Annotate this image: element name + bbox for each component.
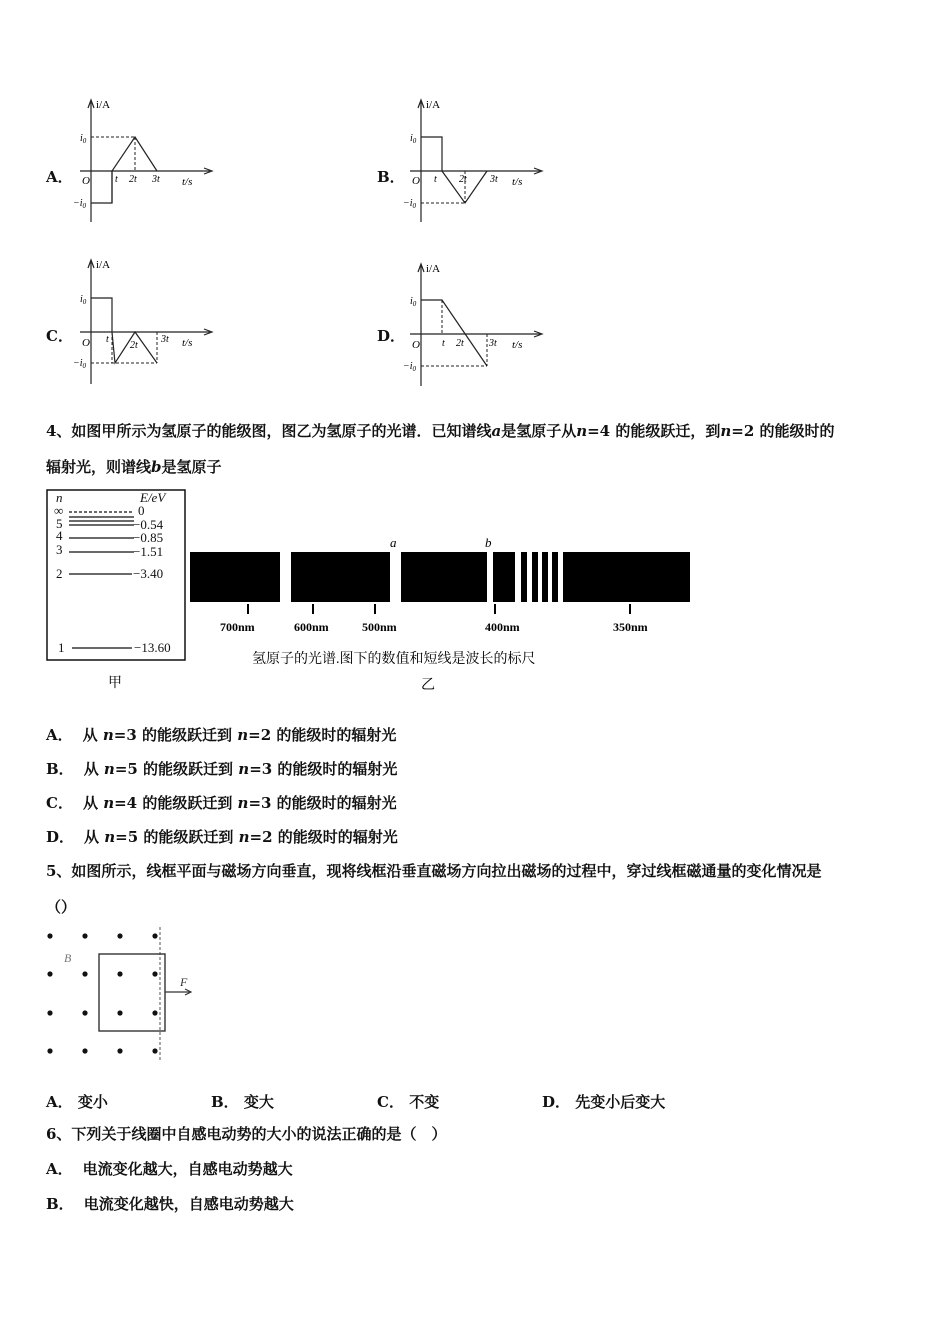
svg-text:2t: 2t [129, 174, 137, 185]
svg-text:700nm: 700nm [220, 620, 255, 634]
svg-text:0: 0 [138, 503, 145, 518]
svg-text:3t: 3t [489, 338, 497, 349]
svg-text:t/s: t/s [512, 339, 523, 351]
svg-text:t: t [106, 334, 109, 345]
svg-text:i/A: i/A [426, 99, 441, 111]
svg-text:2t: 2t [459, 174, 467, 185]
svg-text:t: t [434, 174, 437, 185]
svg-text:−0.54: −0.54 [133, 517, 164, 532]
svg-text:4: 4 [56, 528, 63, 543]
q5-option-a[interactable]: A． 变小 [46, 1093, 108, 1111]
svg-text:−i0: $-i_0$ [403, 361, 417, 373]
q6-stem: 6、下列关于线圈中自感电动势的大小的说法正确的是（ ） [46, 1125, 447, 1143]
svg-text:2t: 2t [130, 340, 138, 351]
q5-option-d[interactable]: D． 先变小后变大 [542, 1093, 666, 1111]
svg-text:i0: $i_0$ [410, 296, 417, 308]
option-a-label: A． [46, 168, 73, 186]
svg-text:i0: $i_0$ [80, 133, 87, 145]
svg-text:b: b [485, 535, 492, 550]
q4-option-c[interactable]: C． 从 n=4 的能级跃迁到 n=3 的能级时的辐射光 [46, 794, 397, 812]
svg-text:O: O [412, 339, 420, 351]
svg-text:−i0: $-i_0$ [73, 198, 87, 210]
svg-text:400nm: 400nm [485, 620, 520, 634]
svg-text:O: O [82, 175, 90, 187]
q4-option-b[interactable]: B． 从 n=5 的能级跃迁到 n=3 的能级时的辐射光 [46, 760, 398, 778]
option-c-label: C． [46, 327, 73, 345]
svg-text:350nm: 350nm [613, 620, 648, 634]
svg-text:−i0: $-i_0$ [403, 198, 417, 210]
option-b-label: B． [377, 168, 405, 186]
svg-text:t/s: t/s [182, 337, 193, 349]
q5-stem-line1: 5、如图所示，线框平面与磁场方向垂直，现将线框沿垂直磁场方向拉出磁场的过程中，穿过线框磁通量的变化情况是 [46, 862, 822, 880]
xlabel: t/s [182, 176, 193, 188]
svg-text:t: t [442, 338, 445, 349]
diagram-jia-label: 甲 [108, 676, 122, 691]
graph-a [70, 92, 220, 231]
hydrogen-spectrum [185, 534, 700, 700]
option-d-label: D． [377, 327, 406, 345]
svg-text:600nm: 600nm [294, 620, 329, 634]
svg-text:−0.85: −0.85 [133, 530, 164, 545]
graph-c [70, 252, 220, 391]
svg-text:1: 1 [58, 640, 65, 655]
energy-level-diagram [44, 486, 189, 700]
q6-option-a[interactable]: A． 电流变化越大，自感电动势越大 [46, 1160, 293, 1178]
ylabel: i/A [96, 99, 111, 111]
svg-text:F: F [180, 975, 188, 989]
svg-text:t/s: t/s [512, 176, 523, 188]
q5-option-c[interactable]: C． 不变 [377, 1093, 440, 1111]
q4-stem-line2: 辐射光，则谱线b是氢原子 [46, 458, 222, 476]
svg-text:E/eV: E/eV [140, 490, 166, 505]
q6-option-b[interactable]: B． 电流变化越快，自感电动势越大 [46, 1195, 294, 1213]
svg-text:B: B [64, 951, 72, 965]
svg-text:i0: $i_0$ [80, 294, 87, 306]
svg-text:3: 3 [56, 542, 63, 557]
svg-text:3t: 3t [161, 334, 169, 345]
graph-b [400, 92, 550, 231]
svg-text:500nm: 500nm [362, 620, 397, 634]
spectrum-caption: 氢原子的光谱.图下的数值和短线是波长的标尺 [252, 652, 536, 667]
svg-text:3t: 3t [490, 174, 498, 185]
svg-text:∞: ∞ [54, 503, 64, 518]
svg-text:t: t [115, 174, 118, 185]
svg-text:5: 5 [56, 516, 63, 531]
svg-text:−13.60: −13.60 [134, 640, 171, 655]
svg-text:O: O [82, 337, 90, 349]
svg-text:n: n [56, 490, 63, 505]
svg-text:2t: 2t [456, 338, 464, 349]
q5-option-b[interactable]: B． 变大 [211, 1093, 274, 1111]
svg-text:i/A: i/A [96, 259, 111, 271]
q4-option-d[interactable]: D． 从 n=5 的能级跃迁到 n=2 的能级时的辐射光 [46, 828, 398, 846]
graph-d [400, 258, 550, 392]
q5-stem-line2: （） [46, 898, 77, 916]
svg-text:O: O [412, 175, 420, 187]
q4-stem-line1: 4、如图甲所示为氢原子的能级图，图乙为氢原子的光谱．已知谱线a是氢原子从n=4 的能级跃迁，到n=2 的能级时的 [46, 422, 835, 440]
svg-text:i/A: i/A [426, 263, 441, 275]
q4-option-a[interactable]: A． 从 n=3 的能级跃迁到 n=2 的能级时的辐射光 [46, 726, 397, 744]
svg-text:3t: 3t [152, 174, 160, 185]
svg-text:i0: $i_0$ [410, 133, 417, 145]
diagram-yi-label: 乙 [421, 678, 435, 693]
svg-text:−3.40: −3.40 [133, 566, 164, 581]
svg-text:−i0: $-i_0$ [73, 358, 87, 370]
svg-text:a: a [390, 535, 397, 550]
svg-text:2: 2 [56, 566, 63, 581]
magnetic-field-figure [40, 924, 200, 1068]
svg-text:−1.51: −1.51 [133, 544, 164, 559]
